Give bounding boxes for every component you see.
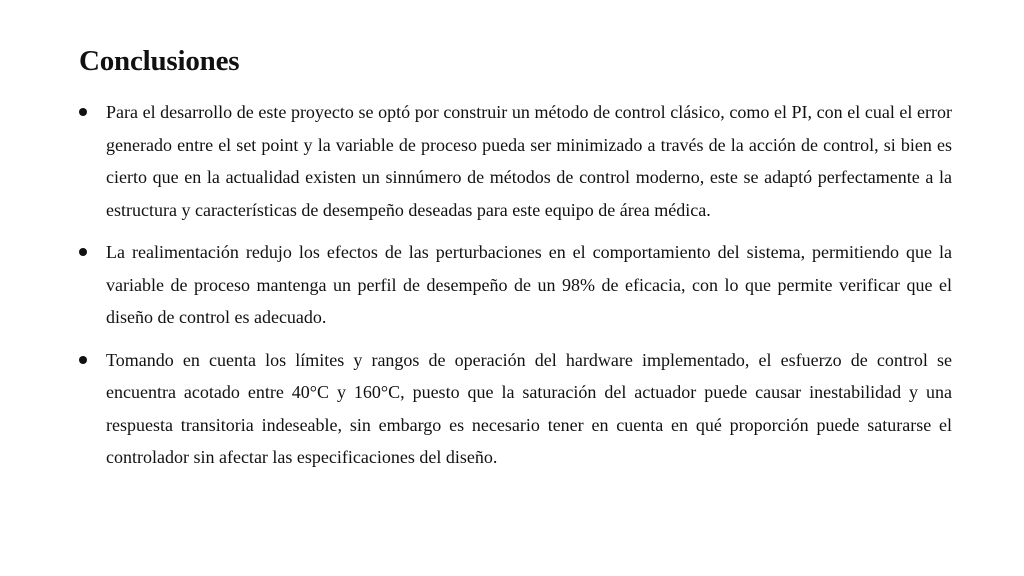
- bullet-text: La realimentación redujo los efectos de las perturbaciones en el comportamiento del sistema, permitiendo que la variable de proceso mantenga un perfil de desempeño de un 98% de eficacia, con lo que permite verificar que el diseño de control es adecuado.: [106, 242, 952, 327]
- bullet-item: [79, 344, 952, 474]
- bullet-dot-icon: [79, 356, 87, 364]
- bullet-item: [79, 236, 952, 334]
- bullet-item: [79, 96, 952, 226]
- bullet-text: Para el desarrollo de este proyecto se optó por construir un método de control clásico, como el PI, con el cual el error generado entre el set point y la variable de proceso pueda ser minimizado a través de la acción de control, si bien es cierto que en la actualidad existen un sinnúmero de métodos de control moderno, este se adaptó perfectamente a la estructura y características de desempeño deseadas para este equipo de área médica.: [106, 102, 952, 220]
- bullet-dot-icon: [79, 248, 87, 256]
- bullet-dot-icon: [79, 108, 87, 116]
- bullet-text: Tomando en cuenta los límites y rangos de operación del hardware implementado, el esfuerzo de control se encuentra acotado entre 40°C y 160°C, puesto que la saturación del actuador puede causar inestabilidad y una respuesta transitoria indeseable, sin embargo es necesario tener en cuenta en qué proporción puede saturarse el controlador sin afectar las especificaciones del diseño.: [106, 349, 952, 467]
- slide-title: Conclusiones: [79, 45, 240, 77]
- bullet-list: [79, 96, 952, 474]
